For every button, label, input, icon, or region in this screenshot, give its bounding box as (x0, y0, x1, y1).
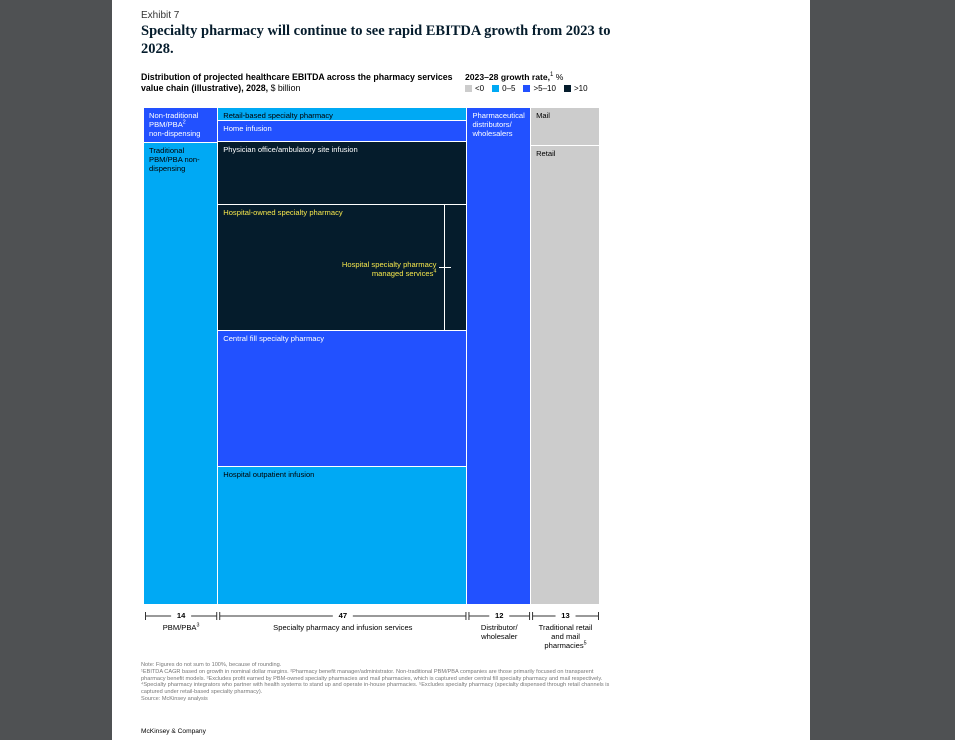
chart-segment (467, 108, 531, 605)
segment-label: Physician office/ambulatory site infusion (223, 144, 358, 154)
legend-title-text: 2023–28 growth rate, (465, 72, 551, 82)
chart-segment (218, 142, 467, 205)
footnotes (141, 662, 611, 703)
legend-swatch (523, 85, 530, 92)
chart-segment (218, 467, 467, 605)
legend-item (523, 84, 555, 93)
column-total: 13 (561, 611, 570, 620)
chart-segment (218, 205, 467, 331)
legend-label: >5–10 (533, 84, 556, 93)
segment-label: Non-traditional PBM/PBA$^2$ non-dispensing (149, 111, 201, 138)
chart-segment (218, 331, 467, 467)
footnote-line: Note: Figures do not sum to 100%, because of rounding. (141, 662, 282, 668)
segment-label: Mail (536, 111, 550, 120)
callout-line (439, 267, 451, 268)
segment-label: Retail-based specialty pharmacy (223, 111, 333, 120)
brand-footer: McKinsey & Company (141, 728, 206, 735)
legend-item (465, 84, 484, 93)
sub-segment-label: Hospital specialty pharmacy managed services$^4$ (341, 260, 437, 279)
legend-label: >10 (573, 84, 588, 93)
legend-item (564, 84, 588, 93)
segment-label: Central fill specialty pharmacy (223, 333, 325, 343)
segment-label: Pharmaceutical distributors/ wholesalers (472, 111, 525, 138)
segment-label: Hospital outpatient infusion (223, 469, 315, 479)
legend-label: <0 (475, 84, 485, 93)
segment-label: Retail (536, 149, 556, 159)
chart-title: Specialty pharmacy will continue to see rapid EBITDA growth from 2023 to 2028. (141, 23, 611, 57)
chart-segment (531, 146, 600, 605)
legend-title (465, 72, 563, 82)
marimekko-chart (144, 108, 600, 605)
subtitle-main: Distribution of projected healthcare EBITDA across the pharmacy services value chain (illustrative), 2028, (141, 72, 453, 93)
x-axis (144, 608, 754, 658)
exhibit-label: Exhibit 7 (141, 10, 180, 21)
legend-title-unit: % (555, 72, 564, 82)
column-total: 12 (495, 611, 504, 620)
legend (465, 84, 588, 93)
legend-swatch (492, 85, 499, 92)
column-label: Distributor/ wholesaler (480, 623, 518, 641)
column-total: 14 (176, 611, 186, 620)
segment-label: Home infusion (223, 123, 272, 133)
chart-segment (144, 143, 218, 605)
subtitle-unit: $ billion (270, 83, 301, 93)
column-label: Specialty pharmacy and infusion services (273, 623, 413, 632)
legend-label: 0–5 (502, 84, 516, 93)
chart-subtitle (141, 72, 461, 94)
legend-item (492, 84, 515, 93)
legend-swatch (465, 85, 472, 92)
footnote-line: Source: McKinsey analysis (141, 695, 208, 702)
chart-segment (531, 108, 600, 146)
column-label: PBM/PBA$^3$ (162, 622, 200, 632)
footnote-line: ¹EBITDA CAGR based on growth in nominal dollar margins. ²Pharmacy benefit manager/administrator. Non-traditional PBM/PBA companies are those primarily focused on transparent pharmacy benefit models. ³Excludes profit earned by PBM-owned specialty pharmacies and mail pharmacies, which is captured under central fill specialty pharmacy and mail respectively. ⁴Specialty pharmacy integrators who partner with health systems to stand up and operate in-house pharmacies. ⁵Excludes specialty pharmacy (specialty dispensed through retail channels is captured under retail-based specialty pharmacy). (141, 668, 610, 696)
sub-segment (444, 205, 466, 330)
chart-segment (218, 108, 467, 121)
column-total: 47 (338, 611, 348, 620)
chart-segment (144, 108, 218, 143)
segment-label: Hospital-owned specialty pharmacy (223, 207, 343, 217)
column-label: Traditional retail and mail pharmacies$^5$ (538, 623, 593, 650)
legend-swatch (564, 85, 571, 92)
x-axis-brackets (144, 608, 754, 622)
chart-segment (218, 121, 467, 142)
legend-title-sup: 1 (550, 72, 554, 79)
segment-label: Traditional PBM/PBA non-dispensing (149, 145, 200, 173)
